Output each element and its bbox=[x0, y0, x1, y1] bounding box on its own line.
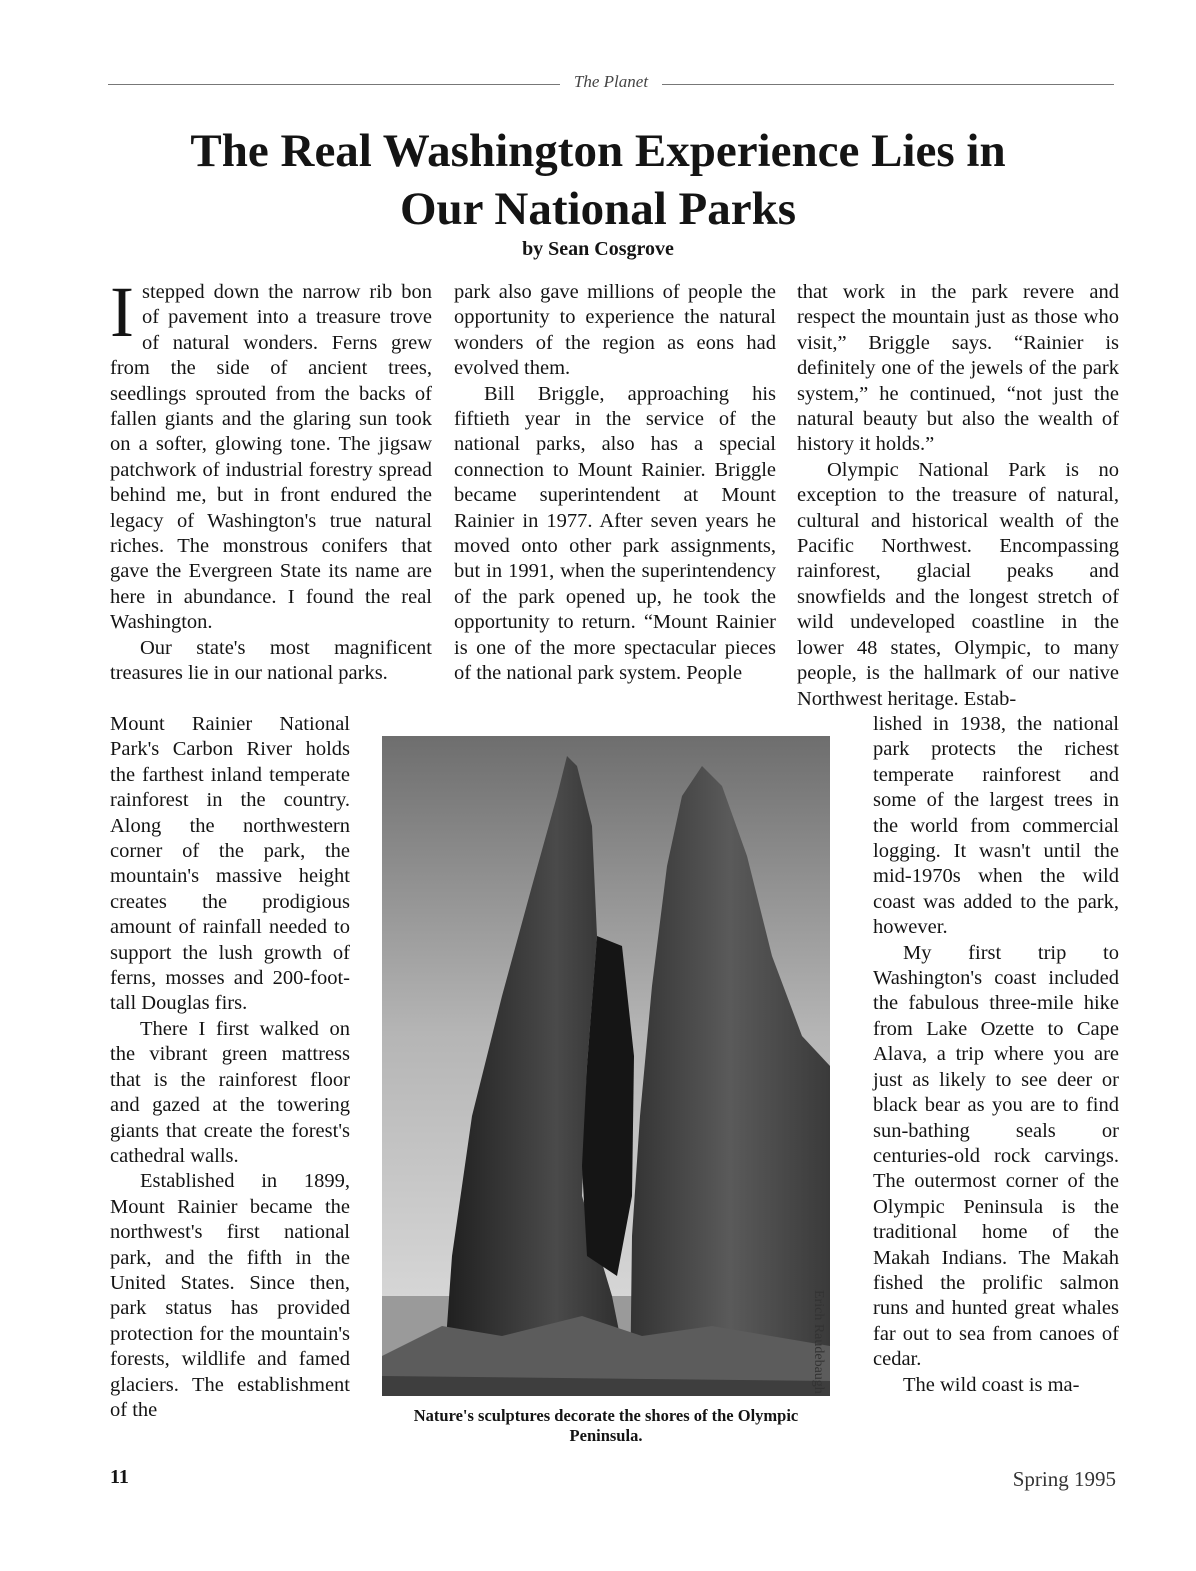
paragraph: Our state's most magnificent treasures lie in our national parks. bbox=[110, 636, 432, 685]
paragraph: park also gave millions of people the opportunity to experience the natural wonders of the region as eons had evolved them. bbox=[454, 281, 776, 380]
column-2 bbox=[454, 280, 776, 687]
paragraph: Mount Rainier National Park's Carbon River holds the farthest inland temperate rainforest in the country. Along the northwestern corner of the park, the mountain's massive height creates the prodigious amount of rainfall needed to support the lush growth of ferns, mosses and 200-foot-tall Douglas firs. bbox=[110, 713, 350, 1015]
column-1-continued bbox=[110, 712, 350, 1423]
paragraph: My first trip to Washington's coast included the fabulous three-mile hike from Lake Ozette to Cape Alava, a trip where you are just as likely to see deer or black bear as you are to find sun-bathing seals or centuries-old rock carvings. The outermost corner of the Olympic Peninsula is the traditional home of the Makah Indians. The Makah fished the prolific salmon runs and hunted great whales far out to sea from canoes of cedar. bbox=[873, 941, 1119, 1371]
sea-stack-photo bbox=[382, 736, 830, 1396]
paragraph bbox=[110, 272, 432, 636]
paragraph: The wild coast is ma- bbox=[903, 1373, 1080, 1396]
issue-date: Spring 1995 bbox=[1012, 1467, 1116, 1491]
paragraph: that work in the park revere and respect the mountain just as those who visit,” Briggle says. “Rainier is definitely one of the jewels of the park system,” he continued, “not just the natural beauty but also the wealth of history it holds.” bbox=[797, 281, 1119, 456]
page-number: 11 bbox=[110, 1466, 129, 1488]
paragraph: There I first walked on the vibrant green mattress that is the rainforest floor and gazed at the towering giants that create the forest's cathedral walls. bbox=[110, 1017, 350, 1167]
header-rule-right bbox=[662, 84, 1114, 85]
article-byline: by Sean Cosgrove bbox=[522, 238, 674, 260]
article-title: The Real Washington Experience Lies in Our National Parks bbox=[190, 125, 1006, 235]
paragraph: Established in 1899, Mount Rainier became the northwest's first national park, and the fifth in the United States. Since then, park status has provided protection for the mountain's forests, wildlife and famed glaciers. The establishment of the bbox=[110, 1170, 350, 1421]
photo-credit: Erich Raudebaugh bbox=[811, 1290, 826, 1394]
paragraph-text: stepped down the narrow rib bon of pavement into a treasure trove of natural wonders. Ferns grew from the side of ancient trees, seedlings sprouted from the backs of fallen giants and the glaring sun took on a softer, glowing tone. The jigsaw patchwork of industrial forestry spread behind me, but in front endured the legacy of Washington's true natural riches. The monstrous conifers that gave the Evergreen State its name are here in abundance. I found the real Washington. bbox=[110, 281, 432, 634]
sea-stack-illustration bbox=[382, 736, 830, 1396]
paragraph: Bill Briggle, approaching his fiftieth year in the service of the national parks, also has a special connection to Mount Rainier. Briggle became superintendent at Mount Rainier in 1977. After seven years he moved onto other park assignments, but in 1991, when the superintendency of the park opened up, he took the opportunity to return. “Mount Rainier is one of the more spectacular pieces of the national park system. People bbox=[454, 382, 776, 685]
paragraph: Olympic National Park is no exception to the treasure of natural, cultural and historical wealth of the Pacific Northwest. Encompassing rainforest, glacial peaks and snowfields and the longest stretch of wild undeveloped coastline in the lower 48 states, Olympic, to many people, is the hallmark of our native Northwest heritage. Estab- bbox=[797, 458, 1119, 710]
column-3-continued bbox=[873, 712, 1119, 1398]
magazine-name: The Planet bbox=[573, 72, 649, 91]
column-3 bbox=[797, 280, 1119, 712]
drop-cap: I bbox=[110, 272, 134, 352]
column-1 bbox=[110, 272, 432, 687]
paragraph: lished in 1938, the national park protects the richest temperate rainforest and some of the largest trees in the world from commercial logging. It wasn't until the mid-1970s when the wild coast was added to the park, however. bbox=[873, 713, 1119, 939]
header-rule-left bbox=[108, 84, 560, 85]
photo-caption: Nature's sculptures decorate the shores of the Olympic Peninsula. bbox=[413, 1406, 799, 1445]
